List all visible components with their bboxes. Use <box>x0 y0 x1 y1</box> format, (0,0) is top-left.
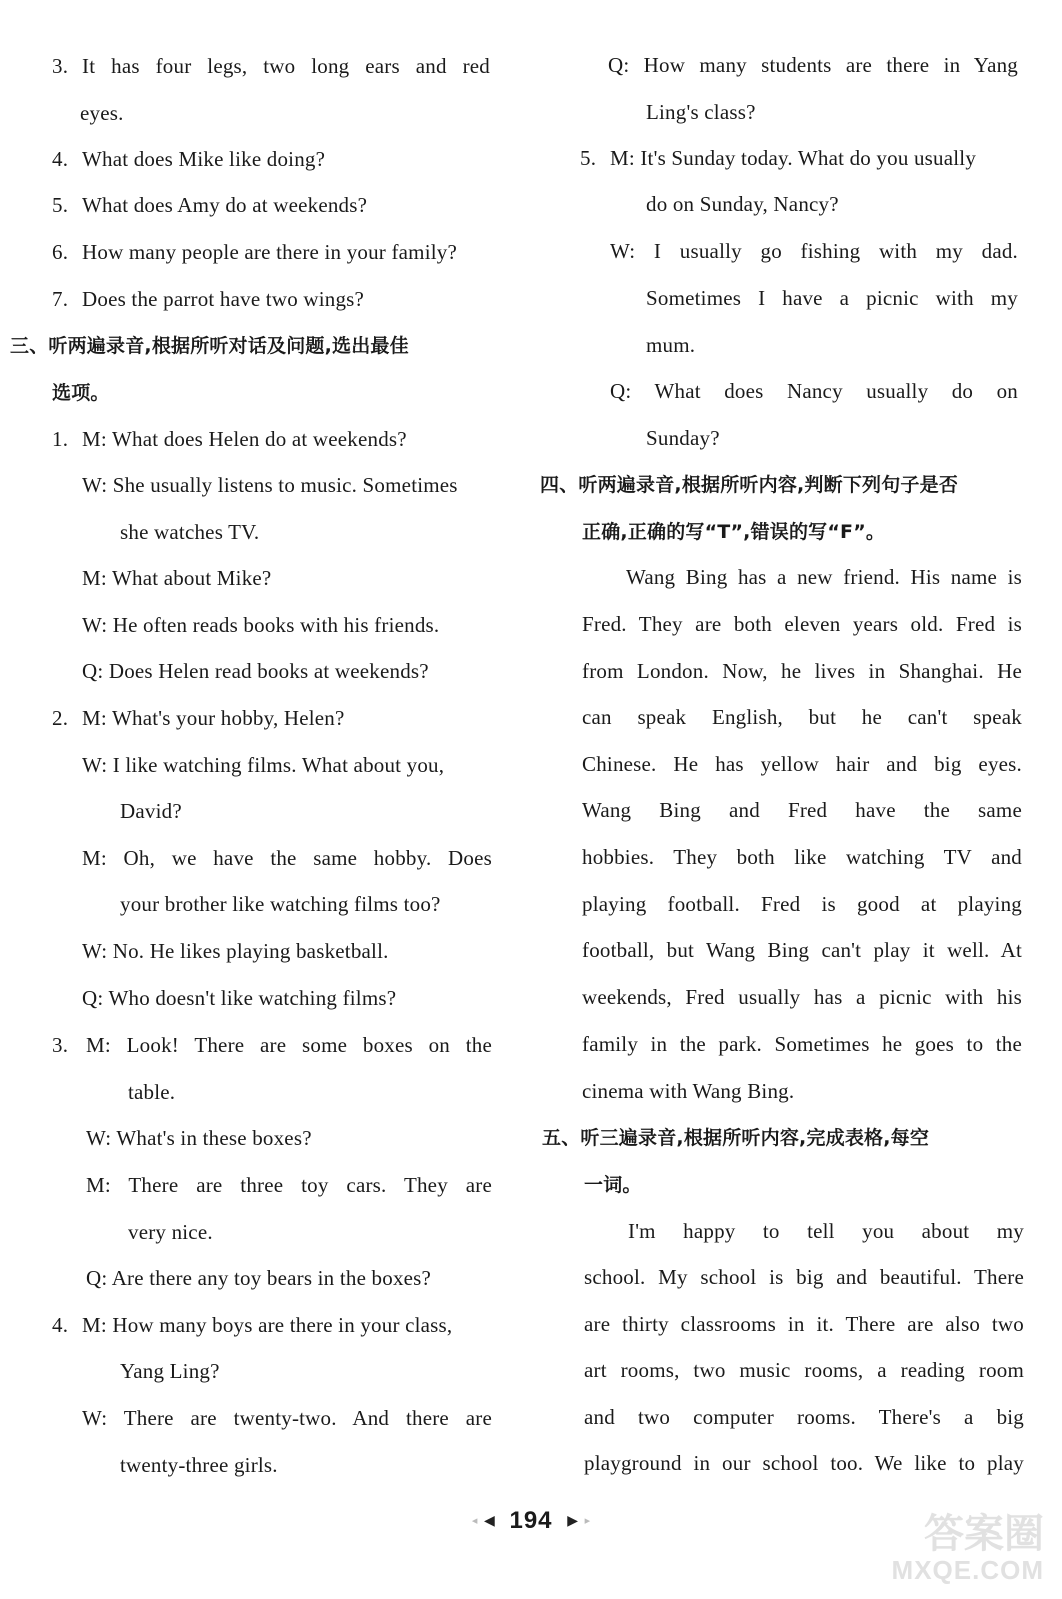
section5-heading-line2: 一词。 <box>584 1174 642 1196</box>
dialog1-m2: M: What about Mike? <box>82 566 272 590</box>
passage4-line11: family in the park. Sometimes he goes to the <box>582 1032 1022 1056</box>
dialog3-w1: W: What's in these boxes? <box>86 1126 312 1150</box>
q4-number: 4. <box>52 147 69 171</box>
section4-heading-line1: 四、听两遍录音,根据所听内容,判断下列句子是否 <box>540 474 959 496</box>
section3-heading-line2: 选项。 <box>52 382 110 404</box>
dialog1-question: Q: Does Helen read books at weekends? <box>82 659 429 683</box>
dialog4-question-line2: Ling's class? <box>646 100 756 124</box>
passage4-line3: from London. Now, he lives in Shanghai. He <box>582 659 1022 683</box>
passage5-line6: playground in our school too. We like to play <box>584 1451 1024 1475</box>
passage4-line12: cinema with Wang Bing. <box>582 1079 795 1103</box>
q4-text: What does Mike like doing? <box>82 147 326 171</box>
dialog2-m1: M: What's your hobby, Helen? <box>82 706 345 730</box>
watermark-logo <box>844 1513 1044 1591</box>
watermark-top-text: 答案圈 <box>924 1512 1044 1556</box>
dialog2-number: 2. <box>52 706 69 730</box>
passage5-line3: are thirty classrooms in it. There are also two <box>584 1312 1024 1336</box>
dialog3-m1a: M: Look! There are some boxes on the <box>86 1033 492 1057</box>
section5-heading-line1: 五、听三遍录音,根据所听内容,完成表格,每空 <box>542 1127 930 1149</box>
next-faint-arrow-icon: ▸ <box>584 1515 591 1528</box>
q3-line2: eyes. <box>80 101 124 125</box>
dialog5-w1a: W: I usually go fishing with my dad. <box>610 239 1018 263</box>
passage4-line9: football, but Wang Bing can't play it well. At <box>582 938 1022 962</box>
passage4-line6: Wang Bing and Fred have the same <box>582 798 1022 822</box>
dialog3-m1b: table. <box>128 1080 176 1104</box>
dialog1-w1a: W: She usually listens to music. Sometimes <box>82 473 458 497</box>
dialog2-w1b: David? <box>120 799 182 823</box>
dialog4-w1b: twenty-three girls. <box>120 1453 278 1477</box>
dialog1-m1: M: What does Helen do at weekends? <box>82 427 407 451</box>
passage5-line1: I'm happy to tell you about my <box>628 1219 1024 1243</box>
page-number: 194 <box>509 1506 553 1534</box>
dialog1-number: 1. <box>52 427 69 451</box>
dialog5-w1b: Sometimes I have a picnic with my <box>646 286 1018 310</box>
dialog2-m2b: your brother like watching films too? <box>120 892 441 916</box>
dialog2-w1a: W: I like watching films. What about you, <box>82 753 445 777</box>
dialog5-m1a: M: It's Sunday today. What do you usually <box>610 146 977 170</box>
q3-number: 3. <box>52 54 69 78</box>
dialog2-w2: W: No. He likes playing basketball. <box>82 939 389 963</box>
next-arrow-icon: ▶ <box>567 1512 578 1529</box>
prev-arrow-icon: ◀ <box>484 1512 495 1529</box>
dialog1-w2: W: He often reads books with his friends. <box>82 613 440 637</box>
dialog2-m2a: M: Oh, we have the same hobby. Does <box>82 846 492 870</box>
dialog5-question-line1: Q: What does Nancy usually do on <box>610 379 1018 403</box>
passage5-line2: school. My school is big and beautiful. There <box>584 1265 1024 1289</box>
passage4-line5: Chinese. He has yellow hair and big eyes. <box>582 752 1022 776</box>
q7-number: 7. <box>52 287 69 311</box>
passage4-line2: Fred. They are both eleven years old. Fred is <box>582 612 1022 636</box>
dialog4-m1a: M: How many boys are there in your class, <box>82 1313 453 1337</box>
dialog2-question: Q: Who doesn't like watching films? <box>82 986 397 1010</box>
q5-text: What does Amy do at weekends? <box>82 193 368 217</box>
q3-line1: It has four legs, two long ears and red <box>82 54 490 78</box>
dialog1-w1b: she watches TV. <box>120 520 260 544</box>
section4-heading-line2: 正确,正确的写“T”,错误的写“F”。 <box>582 521 886 543</box>
dialog4-question-line1: Q: How many students are there in Yang <box>608 53 1018 77</box>
passage4-line4: can speak English, but he can't speak <box>582 705 1022 729</box>
passage4-line8: playing football. Fred is good at playing <box>582 892 1022 916</box>
dialog4-number: 4. <box>52 1313 69 1337</box>
dialog3-number: 3. <box>52 1033 69 1057</box>
passage4-line1: Wang Bing has a new friend. His name is <box>626 565 1022 589</box>
dialog5-number: 5. <box>580 146 597 170</box>
prev-faint-arrow-icon: ◂ <box>471 1515 478 1528</box>
watermark-url: MXQE.COM <box>891 1555 1044 1585</box>
q5-number: 5. <box>52 193 69 217</box>
passage5-line5: and two computer rooms. There's a big <box>584 1405 1024 1429</box>
dialog3-m2a: M: There are three toy cars. They are <box>86 1173 492 1197</box>
q6-text: How many people are there in your family? <box>82 240 457 264</box>
dialog4-m1b: Yang Ling? <box>120 1359 220 1383</box>
passage4-line10: weekends, Fred usually has a picnic with his <box>582 985 1022 1009</box>
dialog3-question: Q: Are there any toy bears in the boxes? <box>86 1266 432 1290</box>
dialog4-w1a: W: There are twenty-two. And there are <box>82 1406 492 1430</box>
dialog5-question-line2: Sunday? <box>646 426 720 450</box>
dialog3-m2b: very nice. <box>128 1220 213 1244</box>
section3-heading-line1: 三、听两遍录音,根据所听对话及问题,选出最佳 <box>10 335 409 357</box>
dialog5-m1b: do on Sunday, Nancy? <box>646 192 839 216</box>
passage4-line7: hobbies. They both like watching TV and <box>582 845 1022 869</box>
q6-number: 6. <box>52 240 69 264</box>
q7-text: Does the parrot have two wings? <box>82 287 365 311</box>
passage5-line4: art rooms, two music rooms, a reading room <box>584 1358 1024 1382</box>
dialog5-w1c: mum. <box>646 333 696 357</box>
